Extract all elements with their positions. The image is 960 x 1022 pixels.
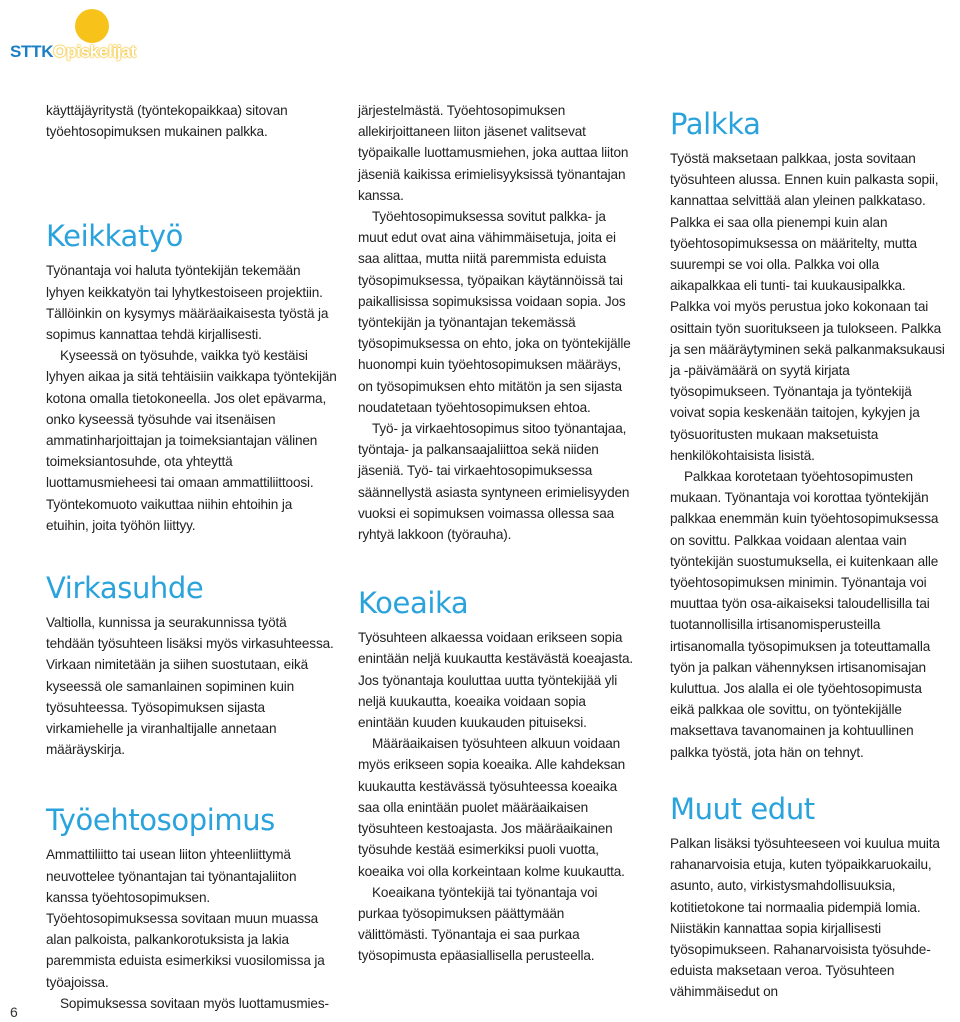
paragraph-koeaika-3: Koeaikana työntekijä tai työnantaja voi purkaa työsopimuksen päättymään välittömästi. Työnantaja ei saa purkaa työsopimusta epäasiallisella perusteella. <box>358 884 598 964</box>
heading-palkka: Palkka <box>670 107 761 141</box>
sun-icon <box>72 6 112 46</box>
paragraph-virkasuhde: Valtiolla, kunnissa ja seurakunnissa työtä tehdään työsuhteen lisäksi myös virkasuhteessa. Virkaan nimitetään ja siihen suostutaan, eikä kyseessä ole samanlainen sopiminen kuin työsuhteessa. Työsopimuksen sijasta virkamiehelle ja viranhaltijalle annetaan määräyskirja. <box>46 615 334 758</box>
paragraph-koeaika-2: Määräaikaisen työsuhteen alkuun voidaan myös erikseen sopia koeaika. Alle kahdeksan kuukautta kestävässä työsuhteessa koeaika saa olla enintään puolet määräaikaisen työsuhteen kestoajasta. Jos määräaikainen työsuhde kestää esimerkiksi puoli vuotta, koeaika voi olla korkeintaan kolme kuukautta. <box>358 736 626 879</box>
logo-text-sttk: STTK <box>10 42 54 61</box>
heading-virkasuhde: Virkasuhde <box>46 571 204 606</box>
heading-tyoehtosopimus: Työehtosopimus <box>46 803 275 838</box>
paragraph-continued: järjestelmästä. Työehtosopimuksen allekirjoittaneen liiton jäsenet valitsevat työpaikalle luottamusmiehen, joka auttaa liiton jäseniä kaikissa erimielisyyksissä työnantajan kanssa. <box>358 103 629 203</box>
logo-text <box>10 42 136 62</box>
paragraph-muut-edut: Palkan lisäksi työsuhteeseen voi kuulua muita rahanarvoisia etuja, kuten työpaikkaruokailu, asunto, auto, virkistysmahdollisuuksia, kotitietokone tai normaalia pidempiä lomia. Niistäkin kannattaa sopia kirjallisesti työsopimukseen. Rahanarvoisista työsuhde-eduista maksetaan veroa. Työsuhteen vähimmäisedut on <box>670 835 940 1000</box>
heading-keikkatyo: Keikkatyö <box>46 219 183 254</box>
paragraph-tes-binding: Työ- ja virkaehtosopimus sitoo työnantajaa, työntaja- ja palkansaajaliittoa sekä niiden jäseniä. Työ- tai virkaehtosopimuksessa säännellystä asiasta syntyneen erimielisyyden vuoksi ei sopimuksen voimassa ollessa saa ryhtyä lakkoon (työrauha). <box>358 421 630 543</box>
paragraph-intro: käyttäjäyritystä (työntekopaikkaa) sitovan työehtosopimuksen mukainen palkka. <box>46 103 288 140</box>
paragraph-keikkatyo-1: Työnantaja voi haluta työntekijän tekemään lyhyen keikkatyön tai lyhytkestoiseen projektiin. Tällöinkin on kysymys määräaikaisesta työstä ja sopimus kannattaa tehdä kirjallisesti. <box>46 263 329 343</box>
sttk-opiskelijat-logo <box>10 6 150 62</box>
paragraph-tes-benefits: Työehtosopimuksessa sovitut palkka- ja muut edut ovat aina vähimmäisetuja, joita ei saa alittaa, mutta niitä paremmista eduista työsopimuksessa, työpaikan käytännöissä tai paikallisissa sopimuksissa voidaan sopia. Jos työntekijän ja työnantajan tekemässä työsopimuksessa on ehto, joka on työntekijälle huonompi kuin työehtosopimuksen määräys, on työsopimuksen ehto mitätön ja sen sijasta noudatetaan työehtosopimuksen ehtoa. <box>358 209 631 415</box>
heading-muut-edut: Muut edut <box>670 791 815 826</box>
paragraph-keikkatyo-2: Kyseessä on työsuhde, vaikka työ kestäisi lyhyen aikaa ja sitä tehtäisiin vaikkapa työntekijän kotona omalla tietokoneella. Jos olet epävarma, onko kyseessä työsuhde vai itsenäisen ammatinharjoittajan ja toimeksiantajan välinen toimeksiantosuhde, ota yhteyttä luottamusmieheesi tai omaan ammattiliittoosi. Työntekomuoto vaikuttaa niihin ehtoihin ja etuihin, joita työhön liittyy. <box>46 348 337 533</box>
column-left <box>46 100 338 1014</box>
paragraph-palkka-2: Palkkaa korotetaan työehtosopimusten mukaan. Työnantaja voi korottaa työntekijän palkkaa enemmän kuin työehtosopimuksessa on sovittu. Palkkaa voidaan alentaa vain työntekijän suostumuksella, ei kuitenkaan alle työehtosopimuksen minimin. Työnantaja voi muuttaa työn osa-aikaiseksi taloudellisilla tai tuotannollisilla irtisanomisperusteilla irtisanomalla työsopimuksen ja toteuttamalla työn ja palkan vähennyksen irtisanomisajan kuluttua. Jos alalla ei ole työehtosopimusta eikä palkkaa ole sovittu, on työntekijälle maksettava tavanomainen ja kohtuullinen palkka työstä, jota hän on tehnyt. <box>670 469 939 760</box>
column-right <box>670 100 948 1003</box>
heading-koeaika: Koeaika <box>358 586 469 621</box>
paragraph-tyoehtosopimus-2: Sopimuksessa sovitaan myös luottamusmies- <box>60 995 329 1011</box>
paragraph-koeaika-1: Työsuhteen alkaessa voidaan erikseen sopia enintään neljä kuukautta kestävästä koeajasta. Jos työnantaja kouluttaa uutta työntekijää yli neljä kuukautta, koeaika voidaan sopia enintään kuuden kuukauden pituiseksi. <box>358 630 633 731</box>
column-middle <box>358 100 634 967</box>
paragraph-palkka-1: Työstä maksetaan palkkaa, josta sovitaan työsuhteen alussa. Ennen kuin palkasta sopii, kannattaa selvittää alan yleinen palkkataso. Palkka ei saa olla pienempi kuin alan työehtosopimuksessa on määritelty, mutta suurempi se voi olla. Palkka voi olla aikapalkkaa eli tunti- tai kuukausipalkka. Palkka voi myös perustua joko kokonaan tai osittain työn suoritukseen ja tulokseen. Palkka ja sen määräytyminen sekä palkanmaksukausi ja -päivämäärä on syytä kirjata työsopimukseen. Työnantaja ja työntekijä voivat sopia keskenään taitojen, kykyjen ja työsuoritusten mukaan maksetuista henkilökohtaisista lisistä. <box>670 151 945 463</box>
page-number: 6 <box>10 1004 18 1020</box>
logo-text-opiskelijat: Opiskelijat <box>53 42 136 61</box>
paragraph-tyoehtosopimus-1: Ammattiliitto tai usean liiton yhteenliittymä neuvottelee työnantajan tai työnantajaliiton kanssa työehtosopimuksen. Työehtosopimuksessa sovitaan muun muassa alan palkoista, palkankorotuksista ja lakia paremmista eduista esimerkiksi vuosilomissa ja työajoissa. <box>46 847 325 990</box>
